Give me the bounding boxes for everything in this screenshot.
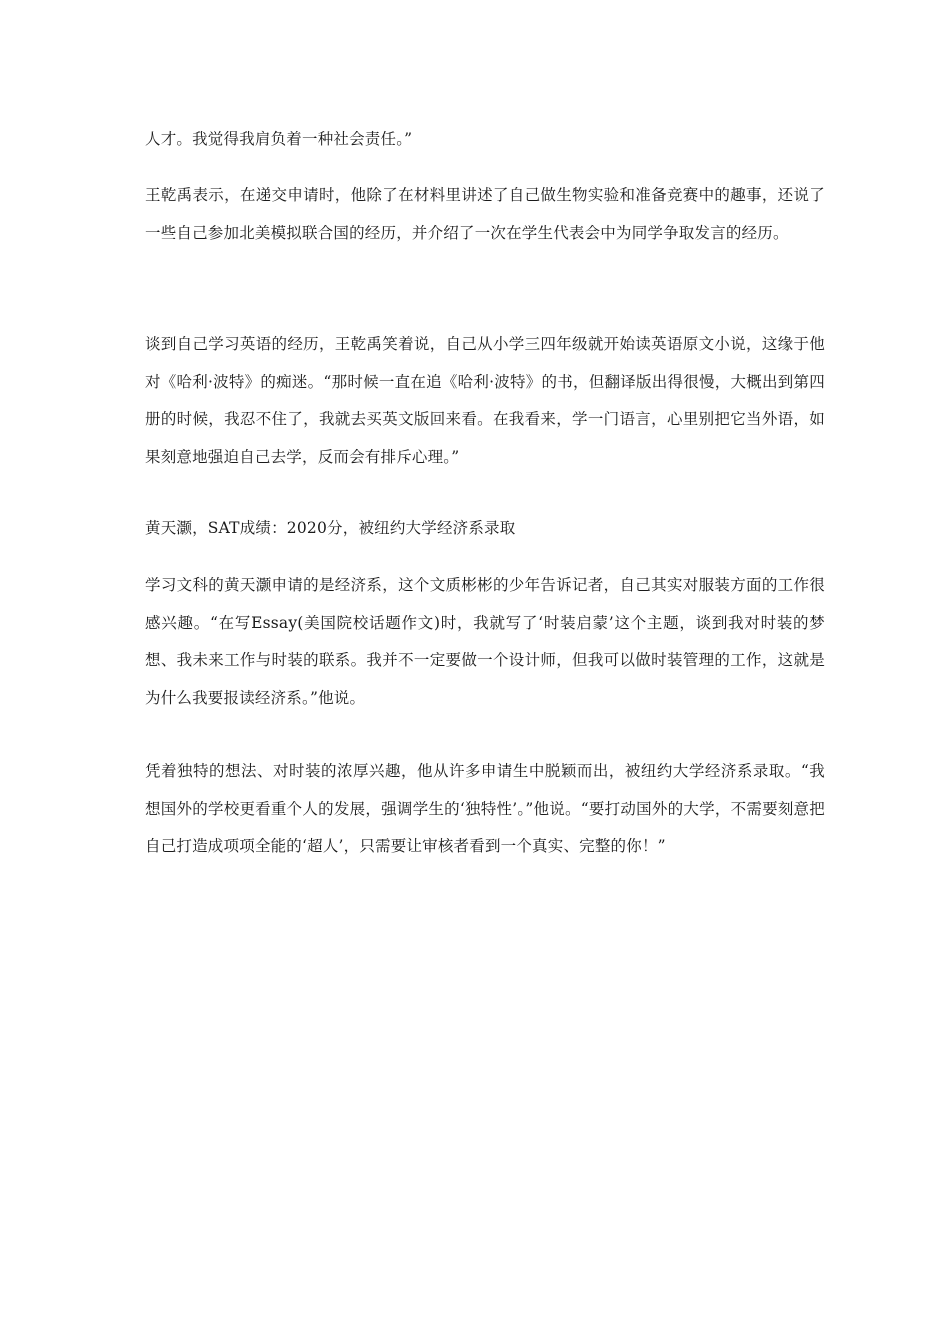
paragraph-wang-application: 王乾禹表示，在递交申请时，他除了在材料里讲述了自己做生物实验和准备竞赛中的趣事，还说了一些自己参加北美模拟联合国的经历，并介绍了一次在学生代表会中为同学争取发言的经历。 xyxy=(145,186,825,242)
subheading-huang-tianhao: 黄天灏，SAT成绩：2020分，被纽约大学经济系录取 xyxy=(145,519,516,537)
paragraph-huang-fashion: 学习文科的黄天灏申请的是经济系，这个文质彬彬的少年告诉记者，自己其实对服装方面的工作很感兴趣。“在写Essay(美国院校话题作文)时，我就写了‘时装启蒙’这个主题，谈到我对时装的梦想、我未来工作与时装的联系。我并不一定要做一个设计师，但我可以做时装管理的工作，这就是为什么我要报读经济系。”他说。 xyxy=(145,576,825,707)
paragraph-wang-english: 谈到自己学习英语的经历，王乾禹笑着说，自己从小学三四年级就开始读英语原文小说，这缘于他对《哈利·波特》的痴迷。“那时候一直在追《哈利·波特》的书，但翻译版出得很慢，大概出到第四册的时候，我忍不住了，我就去买英文版回来看。在我看来，学一门语言，心里别把它当外语，如果刻意地强迫自己去学，反而会有排斥心理。” xyxy=(145,335,825,466)
paragraph-huang-admission: 凭着独特的想法、对时装的浓厚兴趣，他从许多申请生中脱颖而出，被纽约大学经济系录取。“我想国外的学校更看重个人的发展，强调学生的‘独特性’。”他说。“要打动国外的大学，不需要刻意把自己打造成项项全能的‘超人’，只需要让审核者看到一个真实、完整的你！” xyxy=(145,762,825,855)
paragraph-responsibility-quote: 人才。我觉得我肩负着一种社会责任。” xyxy=(145,130,413,148)
